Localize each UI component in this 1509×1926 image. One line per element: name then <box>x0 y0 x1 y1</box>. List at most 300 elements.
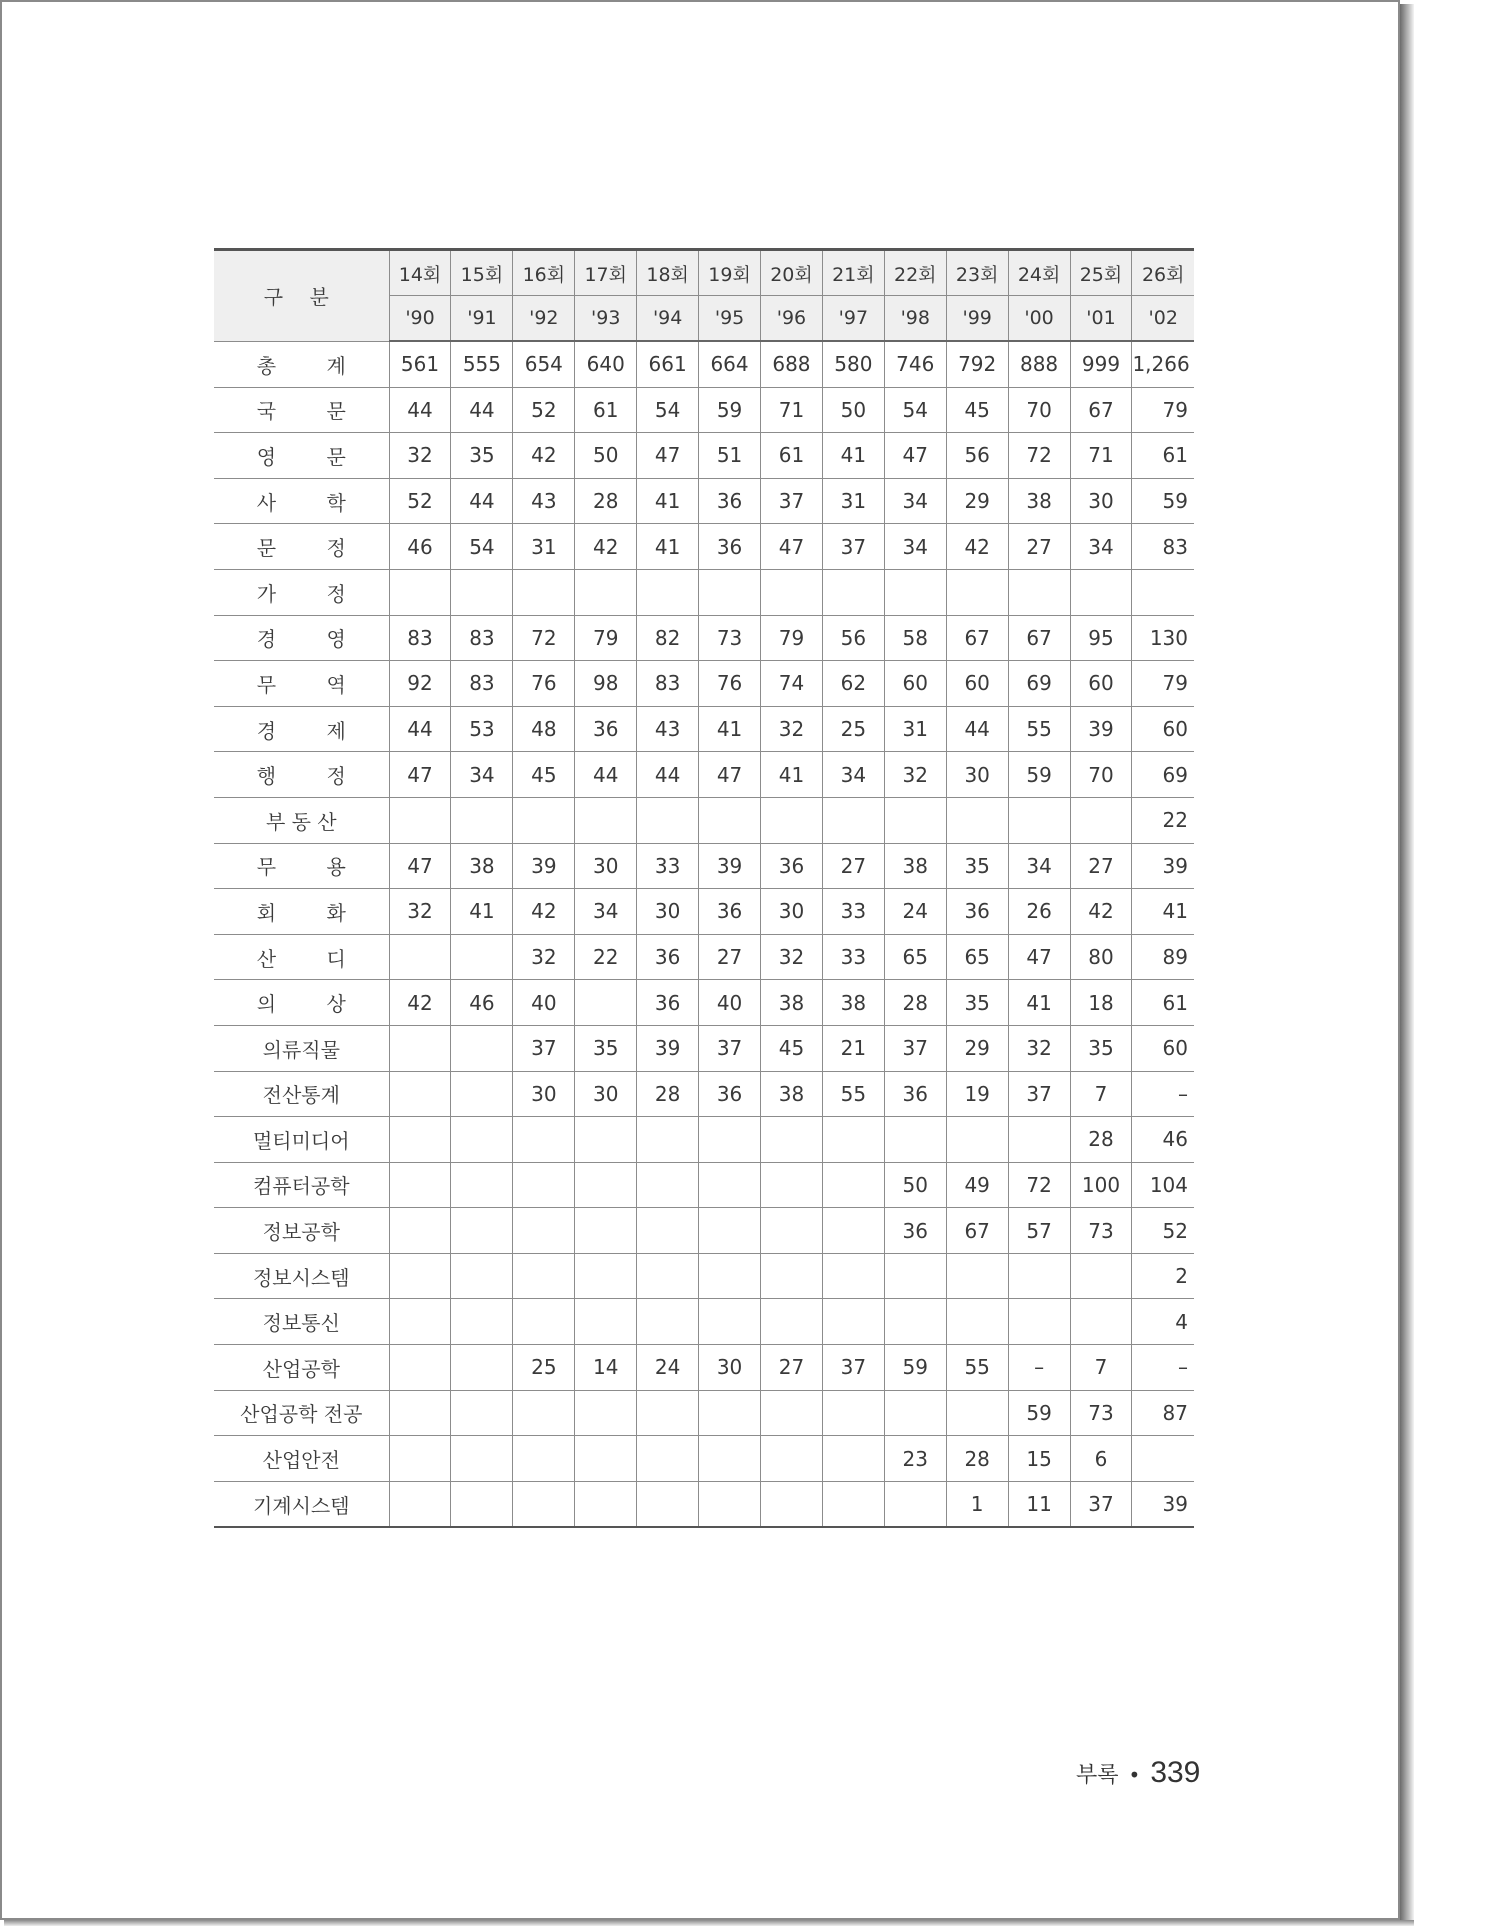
year-header: '90 <box>389 296 451 342</box>
table-row <box>214 934 1194 980</box>
table-cell <box>637 1117 699 1163</box>
table-cell <box>575 797 637 843</box>
table-cell <box>699 569 761 615</box>
table-cell <box>822 797 884 843</box>
table-cell: 83 <box>389 615 451 661</box>
table-cell: 37 <box>822 524 884 570</box>
table-cell: 47 <box>884 433 946 479</box>
table-cell: 32 <box>884 752 946 798</box>
table-cell: 34 <box>822 752 884 798</box>
table-cell: 56 <box>946 433 1008 479</box>
table-cell: 36 <box>699 478 761 524</box>
round-header: 22회 <box>884 250 946 296</box>
table-cell: 62 <box>822 661 884 707</box>
row-label: 무 용 <box>214 843 389 889</box>
table-cell: 4 <box>1132 1299 1194 1345</box>
row-label: 정보통신 <box>214 1299 389 1345</box>
table-cell <box>637 1162 699 1208</box>
table-cell: 70 <box>1070 752 1132 798</box>
table-cell: 104 <box>1132 1162 1194 1208</box>
table-cell: 30 <box>761 889 823 935</box>
table-cell: 59 <box>1132 478 1194 524</box>
table-cell: 52 <box>389 478 451 524</box>
table-cell <box>637 1208 699 1254</box>
table-cell: 34 <box>575 889 637 935</box>
row-label: 경 영 <box>214 615 389 661</box>
table-cell <box>451 1025 513 1071</box>
table-cell: 38 <box>822 980 884 1026</box>
year-header: '92 <box>513 296 575 342</box>
row-label: 가 정 <box>214 569 389 615</box>
table-cell <box>699 1117 761 1163</box>
table-cell: 47 <box>699 752 761 798</box>
table-cell: 36 <box>699 1071 761 1117</box>
footer-section-label: 부록 <box>1076 1763 1119 1788</box>
table-cell <box>1070 1299 1132 1345</box>
table-cell <box>946 569 1008 615</box>
table-cell: 7 <box>1070 1071 1132 1117</box>
table-cell <box>946 1117 1008 1163</box>
row-label: 의류직물 <box>214 1025 389 1071</box>
table-cell: 33 <box>822 889 884 935</box>
table-cell <box>699 797 761 843</box>
table-cell <box>761 1253 823 1299</box>
table-cell <box>946 1390 1008 1436</box>
round-header: 18회 <box>637 250 699 296</box>
table-cell <box>575 1117 637 1163</box>
table-cell: 71 <box>761 387 823 433</box>
table-cell: 73 <box>699 615 761 661</box>
table-cell: 72 <box>513 615 575 661</box>
table-cell <box>389 1162 451 1208</box>
table-cell: 41 <box>699 706 761 752</box>
table-cell <box>575 980 637 1026</box>
page-footer <box>1076 1756 1200 1796</box>
table-cell: 22 <box>575 934 637 980</box>
round-header: 25회 <box>1070 250 1132 296</box>
table-cell: 34 <box>451 752 513 798</box>
table-cell: 654 <box>513 341 575 387</box>
table-cell: 79 <box>1132 387 1194 433</box>
table-row <box>214 1299 1194 1345</box>
table-cell: 25 <box>513 1345 575 1391</box>
table-cell: 39 <box>513 843 575 889</box>
table-cell: 87 <box>1132 1390 1194 1436</box>
table-row <box>214 433 1194 479</box>
table-cell: 53 <box>451 706 513 752</box>
table-cell: 35 <box>575 1025 637 1071</box>
table-cell: 70 <box>1008 387 1070 433</box>
table-cell <box>699 1436 761 1482</box>
table-cell: 38 <box>761 980 823 1026</box>
table-cell <box>575 1481 637 1527</box>
table-cell <box>513 1162 575 1208</box>
table-cell: 31 <box>513 524 575 570</box>
table-cell: 67 <box>1070 387 1132 433</box>
table-cell: – <box>1008 1345 1070 1391</box>
table-cell: 89 <box>1132 934 1194 980</box>
table-cell: 37 <box>822 1345 884 1391</box>
year-header: '01 <box>1070 296 1132 342</box>
table-cell: 688 <box>761 341 823 387</box>
table-cell <box>884 797 946 843</box>
table-cell: 79 <box>1132 661 1194 707</box>
table-row <box>214 1253 1194 1299</box>
table-cell: 44 <box>389 706 451 752</box>
table-cell: 55 <box>946 1345 1008 1391</box>
table-row <box>214 341 1194 387</box>
table-cell <box>389 1345 451 1391</box>
table-cell: 37 <box>513 1025 575 1071</box>
table-cell: 100 <box>1070 1162 1132 1208</box>
table-cell: 32 <box>389 433 451 479</box>
table-cell: 39 <box>699 843 761 889</box>
table-cell <box>389 1025 451 1071</box>
table-cell: 46 <box>451 980 513 1026</box>
table-cell: 30 <box>946 752 1008 798</box>
row-label: 산업공학 전공 <box>214 1390 389 1436</box>
row-label: 총 계 <box>214 341 389 387</box>
page-number: 339 <box>1150 1756 1201 1789</box>
table-cell <box>1070 1253 1132 1299</box>
table-cell <box>389 1117 451 1163</box>
table-row <box>214 1071 1194 1117</box>
table-cell: 61 <box>761 433 823 479</box>
table-cell: 38 <box>451 843 513 889</box>
table-cell: 6 <box>1070 1436 1132 1482</box>
table-cell: 67 <box>946 615 1008 661</box>
table-cell <box>822 1436 884 1482</box>
table-cell: 15 <box>1008 1436 1070 1482</box>
table-row <box>214 1025 1194 1071</box>
table-row <box>214 1436 1194 1482</box>
table-cell <box>637 569 699 615</box>
table-cell <box>1070 569 1132 615</box>
table-cell: 40 <box>513 980 575 1026</box>
table-cell: – <box>1132 1345 1194 1391</box>
round-header: 17회 <box>575 250 637 296</box>
table-cell: 37 <box>1008 1071 1070 1117</box>
table-cell <box>637 1253 699 1299</box>
table-cell: 73 <box>1070 1390 1132 1436</box>
table-cell <box>451 1162 513 1208</box>
table-cell <box>761 569 823 615</box>
table-cell: 39 <box>1132 1481 1194 1527</box>
table-cell: 32 <box>761 934 823 980</box>
table-cell: 28 <box>1070 1117 1132 1163</box>
table-cell: 42 <box>946 524 1008 570</box>
table-cell: 27 <box>761 1345 823 1391</box>
table-cell: 34 <box>1070 524 1132 570</box>
table-cell: 37 <box>761 478 823 524</box>
table-row <box>214 797 1194 843</box>
table-cell: 35 <box>946 980 1008 1026</box>
table-cell: 7 <box>1070 1345 1132 1391</box>
table-cell: 79 <box>575 615 637 661</box>
table-cell: 32 <box>761 706 823 752</box>
table-cell <box>1008 569 1070 615</box>
table-cell <box>884 1253 946 1299</box>
table-cell: 95 <box>1070 615 1132 661</box>
table-cell: 41 <box>822 433 884 479</box>
table-cell: 30 <box>699 1345 761 1391</box>
table-cell <box>513 1208 575 1254</box>
table-cell: 39 <box>637 1025 699 1071</box>
table-cell <box>451 1390 513 1436</box>
table-cell: 83 <box>451 615 513 661</box>
table-cell <box>513 797 575 843</box>
table-cell <box>513 1390 575 1436</box>
table-cell: 61 <box>1132 433 1194 479</box>
table-cell: 49 <box>946 1162 1008 1208</box>
year-header: '00 <box>1008 296 1070 342</box>
table-cell <box>575 1162 637 1208</box>
table-cell <box>761 797 823 843</box>
table-row <box>214 1117 1194 1163</box>
table-cell: 28 <box>946 1436 1008 1482</box>
table-cell <box>699 1481 761 1527</box>
table-cell: 65 <box>946 934 1008 980</box>
table-cell <box>513 1436 575 1482</box>
table-cell: 36 <box>761 843 823 889</box>
table-cell: 59 <box>884 1345 946 1391</box>
table-cell: 22 <box>1132 797 1194 843</box>
table-cell <box>884 569 946 615</box>
table-cell: 37 <box>699 1025 761 1071</box>
table-cell: 27 <box>1070 843 1132 889</box>
round-header: 16회 <box>513 250 575 296</box>
table-cell: 14 <box>575 1345 637 1391</box>
table-cell <box>946 1253 1008 1299</box>
table-cell: 35 <box>1070 1025 1132 1071</box>
table-cell: 42 <box>1070 889 1132 935</box>
row-label: 정보시스템 <box>214 1253 389 1299</box>
table-cell: 73 <box>1070 1208 1132 1254</box>
round-header: 20회 <box>761 250 823 296</box>
table-cell <box>761 1436 823 1482</box>
table-cell <box>389 1253 451 1299</box>
table-cell: 52 <box>513 387 575 433</box>
table-cell: 19 <box>946 1071 1008 1117</box>
table-cell <box>822 569 884 615</box>
table-cell: 28 <box>637 1071 699 1117</box>
table-cell: 61 <box>1132 980 1194 1026</box>
table-cell: 40 <box>699 980 761 1026</box>
table-cell: 57 <box>1008 1208 1070 1254</box>
table-cell <box>513 569 575 615</box>
table-cell <box>699 1162 761 1208</box>
table-cell <box>389 1436 451 1482</box>
table-cell <box>946 1299 1008 1345</box>
table-cell: 50 <box>822 387 884 433</box>
row-label: 경 제 <box>214 706 389 752</box>
table-cell <box>451 1345 513 1391</box>
table-cell: 36 <box>637 934 699 980</box>
table-cell <box>451 1117 513 1163</box>
table-row <box>214 1481 1194 1527</box>
row-label: 사 학 <box>214 478 389 524</box>
table-cell: 82 <box>637 615 699 661</box>
table-cell <box>761 1390 823 1436</box>
year-header: '97 <box>822 296 884 342</box>
table-cell: 92 <box>389 661 451 707</box>
table-cell: 27 <box>1008 524 1070 570</box>
table-cell <box>389 1481 451 1527</box>
table-cell: 60 <box>1132 706 1194 752</box>
year-header: '99 <box>946 296 1008 342</box>
header-row-rounds <box>214 250 1194 296</box>
table-cell <box>389 934 451 980</box>
table-row <box>214 569 1194 615</box>
table-cell: 83 <box>637 661 699 707</box>
table-cell: 34 <box>1008 843 1070 889</box>
row-label: 행 정 <box>214 752 389 798</box>
table-cell: 44 <box>389 387 451 433</box>
table-cell <box>699 1208 761 1254</box>
row-label: 전산통계 <box>214 1071 389 1117</box>
table-cell: 36 <box>637 980 699 1026</box>
table-cell <box>637 1481 699 1527</box>
table-cell: 29 <box>946 1025 1008 1071</box>
table-cell <box>575 1390 637 1436</box>
table-cell: 33 <box>822 934 884 980</box>
table-cell: 98 <box>575 661 637 707</box>
round-header: 19회 <box>699 250 761 296</box>
table-cell <box>637 1436 699 1482</box>
table-cell: 59 <box>699 387 761 433</box>
table-cell: 746 <box>884 341 946 387</box>
footer-bullet: • <box>1128 1763 1141 1787</box>
table-cell <box>513 1253 575 1299</box>
table-row <box>214 1162 1194 1208</box>
table-cell: 54 <box>637 387 699 433</box>
row-label: 문 정 <box>214 524 389 570</box>
table-cell: 888 <box>1008 341 1070 387</box>
table-cell: 39 <box>1132 843 1194 889</box>
table-cell: 42 <box>389 980 451 1026</box>
table-cell <box>1132 569 1194 615</box>
table-cell: 561 <box>389 341 451 387</box>
table-cell <box>822 1162 884 1208</box>
table-body <box>214 341 1194 1527</box>
table-cell: 28 <box>884 980 946 1026</box>
round-header: 14회 <box>389 250 451 296</box>
year-header: '98 <box>884 296 946 342</box>
table-cell <box>389 797 451 843</box>
table-cell <box>1008 1253 1070 1299</box>
table-row <box>214 615 1194 661</box>
table-cell: 83 <box>451 661 513 707</box>
table-cell <box>451 1299 513 1345</box>
table-cell <box>1132 1436 1194 1482</box>
row-label: 컴퓨터공학 <box>214 1162 389 1208</box>
table-cell <box>761 1299 823 1345</box>
table-cell <box>389 1208 451 1254</box>
table-cell: 79 <box>761 615 823 661</box>
row-label: 국 문 <box>214 387 389 433</box>
table-cell: 2 <box>1132 1253 1194 1299</box>
table-cell: 47 <box>1008 934 1070 980</box>
table-cell: 36 <box>699 889 761 935</box>
row-label: 영 문 <box>214 433 389 479</box>
table-row <box>214 524 1194 570</box>
table-cell: 30 <box>1070 478 1132 524</box>
table-cell <box>451 934 513 980</box>
table-cell <box>575 1299 637 1345</box>
table-cell: – <box>1132 1071 1194 1117</box>
table-cell: 18 <box>1070 980 1132 1026</box>
table-cell: 130 <box>1132 615 1194 661</box>
table-cell: 69 <box>1132 752 1194 798</box>
table-cell: 55 <box>1008 706 1070 752</box>
table-cell <box>699 1299 761 1345</box>
table-cell: 50 <box>575 433 637 479</box>
table-cell <box>575 569 637 615</box>
round-header: 15회 <box>451 250 513 296</box>
table-cell: 54 <box>451 524 513 570</box>
table-cell <box>389 1071 451 1117</box>
year-header: '93 <box>575 296 637 342</box>
table-cell: 1,266 <box>1132 341 1194 387</box>
table-cell: 30 <box>575 843 637 889</box>
table-cell <box>822 1299 884 1345</box>
table-cell: 24 <box>884 889 946 935</box>
table-cell <box>451 797 513 843</box>
table-cell <box>451 1071 513 1117</box>
table-cell: 44 <box>575 752 637 798</box>
table-cell <box>884 1481 946 1527</box>
table-cell: 43 <box>637 706 699 752</box>
table-cell: 65 <box>884 934 946 980</box>
table-cell: 41 <box>1132 889 1194 935</box>
table-cell <box>389 1390 451 1436</box>
table-cell <box>822 1481 884 1527</box>
table-cell: 45 <box>946 387 1008 433</box>
table-cell: 67 <box>1008 615 1070 661</box>
table-cell: 48 <box>513 706 575 752</box>
table-cell: 38 <box>884 843 946 889</box>
table-cell: 37 <box>1070 1481 1132 1527</box>
table-cell: 41 <box>637 478 699 524</box>
table-cell: 42 <box>513 433 575 479</box>
table-cell: 72 <box>1008 1162 1070 1208</box>
table-cell <box>575 1208 637 1254</box>
table-cell: 999 <box>1070 341 1132 387</box>
table-row <box>214 889 1194 935</box>
table-cell: 59 <box>1008 1390 1070 1436</box>
table-row <box>214 478 1194 524</box>
table-cell: 38 <box>761 1071 823 1117</box>
table-cell: 60 <box>1132 1025 1194 1071</box>
table-cell: 792 <box>946 341 1008 387</box>
row-label: 기계시스템 <box>214 1481 389 1527</box>
page-edge-shadow <box>1400 4 1414 1920</box>
table-cell: 50 <box>884 1162 946 1208</box>
table-cell: 71 <box>1070 433 1132 479</box>
table-cell: 11 <box>1008 1481 1070 1527</box>
table-row <box>214 387 1194 433</box>
table-cell: 56 <box>822 615 884 661</box>
row-label: 산 디 <box>214 934 389 980</box>
table-cell: 33 <box>637 843 699 889</box>
table-cell: 664 <box>699 341 761 387</box>
table-cell <box>1008 1299 1070 1345</box>
table-cell: 36 <box>884 1208 946 1254</box>
table-cell <box>822 1208 884 1254</box>
table-cell: 45 <box>513 752 575 798</box>
table-cell: 39 <box>1070 706 1132 752</box>
table-cell: 74 <box>761 661 823 707</box>
